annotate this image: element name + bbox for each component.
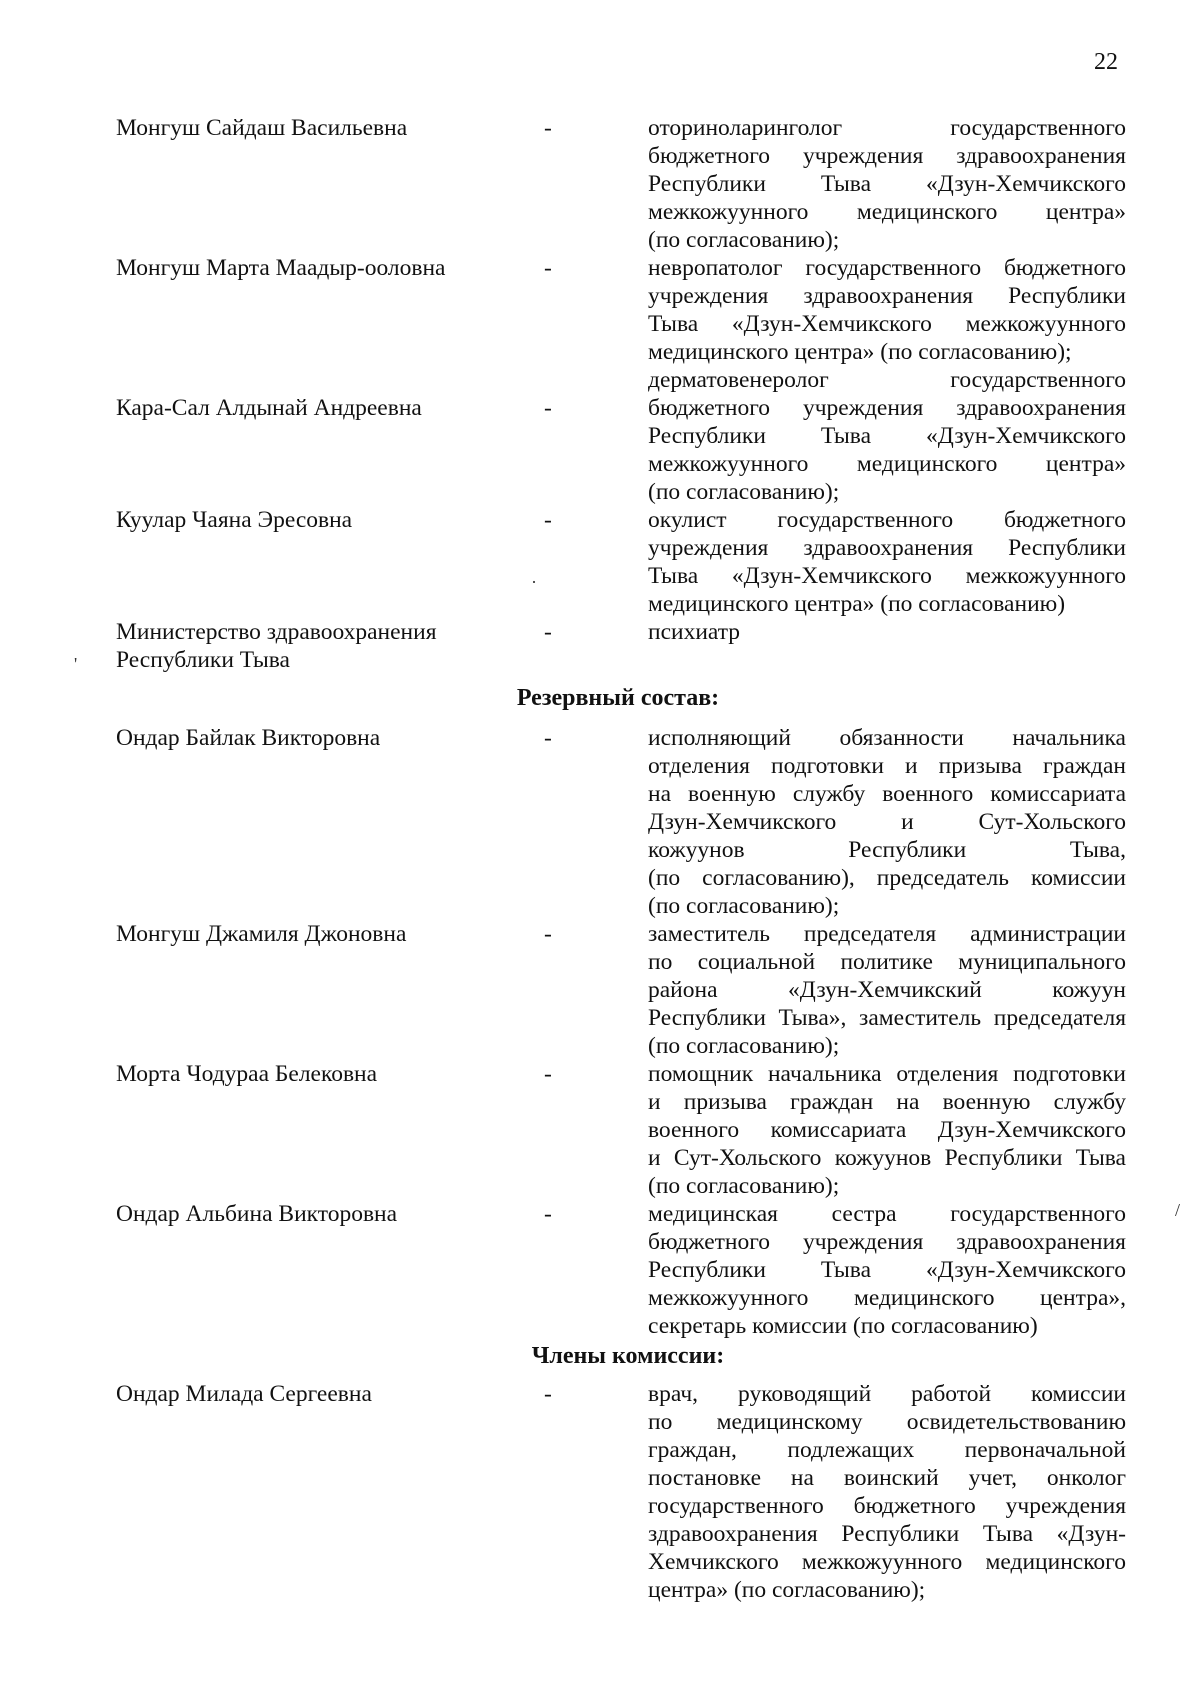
person-name [116,1200,516,1228]
desc-line: района «Дзун-Хемчикский кожуун [648,977,1126,1003]
position-description [648,920,1126,1060]
desc-line: исполняющий обязанности начальника [648,725,1126,751]
dash-separator: - [544,507,552,533]
desc-line: центра» (по согласованию); [648,1577,926,1603]
desc-line: здравоохранения Республики Тыва «Дзун- [648,1521,1126,1547]
desc-line: (по согласованию); [648,227,840,253]
desc-line: военного комиссариата Дзун-Хемчикского [648,1117,1126,1143]
dash-separator: - [544,395,552,421]
desc-line: медицинская сестра государственного [648,1201,1126,1227]
desc-line: Республики Тыва», заместитель председателя [648,1005,1126,1031]
name-line: Монгуш Сайдаш Васильевна [116,115,408,141]
position-description [648,366,1126,506]
position-description [648,1380,1126,1604]
person-name [116,394,516,422]
dash-separator: - [544,921,552,947]
desc-line: (по согласованию), председатель комиссии [648,865,1126,891]
dash-separator: - [544,115,552,141]
desc-line: Республики Тыва «Дзун-Хемчикского [648,171,1126,197]
desc-line: межкожуунного медицинского центра» [648,199,1126,225]
section-title-members [0,1342,1200,1370]
person-name [116,920,516,948]
desc-line: и призыва граждан на военную службу [648,1089,1126,1115]
desc-line: невропатолог государственного бюджетного [648,255,1126,281]
desc-line: по социальной политике муниципального [648,949,1126,975]
name-line: Кара-Сал Алдынай Андреевна [116,395,422,421]
name-line: Монгуш Джамиля Джоновна [116,921,407,947]
name-line: Морта Чодураа Белековна [116,1061,378,1087]
person-name [116,254,516,282]
desc-line: межкожуунного медицинского центра», [648,1285,1126,1311]
position-description [648,506,1126,618]
dash-separator: - [544,1061,552,1087]
page-number: 22 [1094,49,1118,75]
desc-line: секретарь комиссии (по согласованию) [648,1313,1038,1339]
dash-separator: - [544,1201,552,1227]
desc-line: дерматовенеролог государственного [648,367,1126,393]
desc-line: межкожуунного медицинского центра» [648,451,1126,477]
desc-line: и Сут-Хольского кожуунов Республики Тыва [648,1145,1126,1171]
desc-line: кожуунов Республики Тыва, [648,837,1126,863]
person-name [116,1060,516,1088]
name-line: Ондар Байлак Викторовна [116,725,381,751]
desc-line: бюджетного учреждения здравоохранения [648,143,1126,169]
desc-line: (по согласованию); [648,479,840,505]
desc-line: медицинского центра» (по согласованию) [648,591,1066,617]
desc-line: заместитель председателя администрации [648,921,1126,947]
desc-line: отделения подготовки и призыва граждан [648,753,1126,779]
scan-speck: · [531,572,537,592]
dash-separator: - [544,725,552,751]
position-description [648,724,1126,920]
scan-speck: ' [74,654,78,674]
desc-line: психиатр [648,619,741,645]
desc-line: оториноларинголог государственного [648,115,1126,141]
position-description [648,1060,1126,1200]
desc-line: учреждения здравоохранения Республики [648,535,1126,561]
desc-line: по медицинскому освидетельствованию [648,1409,1126,1435]
desc-line: (по согласованию); [648,893,840,919]
desc-line: Республики Тыва «Дзун-Хемчикского [648,1257,1126,1283]
desc-line: Хемчикского межкожуунного медицинского [648,1549,1126,1575]
organization-name [116,618,516,674]
desc-line: (по согласованию); [648,1033,840,1059]
person-name [116,114,516,142]
position-description [648,1200,1126,1340]
person-name [116,506,516,534]
position-description [648,618,1126,646]
person-name [116,724,516,752]
scan-speck: / [1175,1200,1181,1220]
dash-separator: - [544,255,552,281]
desc-line: окулист государственного бюджетного [648,507,1126,533]
desc-line: Дзун-Хемчикского и Сут-Хольского [648,809,1126,835]
desc-line: бюджетного учреждения здравоохранения [648,395,1126,421]
desc-line: бюджетного учреждения здравоохранения [648,1229,1126,1255]
desc-line: Республики Тыва «Дзун-Хемчикского [648,423,1126,449]
desc-line: учреждения здравоохранения Республики [648,283,1126,309]
name-line: Ондар Альбина Викторовна [116,1201,398,1227]
person-name [116,1380,516,1408]
name-line: Республики Тыва [116,647,290,673]
desc-line: Тыва «Дзун-Хемчикского межкожуунного [648,563,1126,589]
dash-separator: - [544,1381,552,1407]
name-line: Монгуш Марта Маадыр-ооловна [116,255,446,281]
desc-line: (по согласованию); [648,1173,840,1199]
section-title-text: Резервный состав: [516,685,720,711]
position-description [648,114,1126,254]
section-title-reserve [0,684,1200,712]
desc-line: государственного бюджетного учреждения [648,1493,1126,1519]
name-line: Министерство здравоохранения [116,619,437,645]
desc-line: постановке на воинский учет, онколог [648,1465,1126,1491]
desc-line: помощник начальника отделения подготовки [648,1061,1126,1087]
desc-line: врач, руководящий работой комиссии [648,1381,1126,1407]
position-description [648,254,1126,366]
desc-line: на военную службу военного комиссариата [648,781,1126,807]
section-title-text: Члены комиссии: [531,1343,725,1369]
desc-line: граждан, подлежащих первоначальной [648,1437,1126,1463]
name-line: Ондар Милада Сергеевна [116,1381,372,1407]
desc-line: Тыва «Дзун-Хемчикского межкожуунного [648,311,1126,337]
name-line: Куулар Чаяна Эресовна [116,507,353,533]
desc-line: медицинского центра» (по согласованию); [648,339,1072,365]
dash-separator: - [544,619,552,645]
